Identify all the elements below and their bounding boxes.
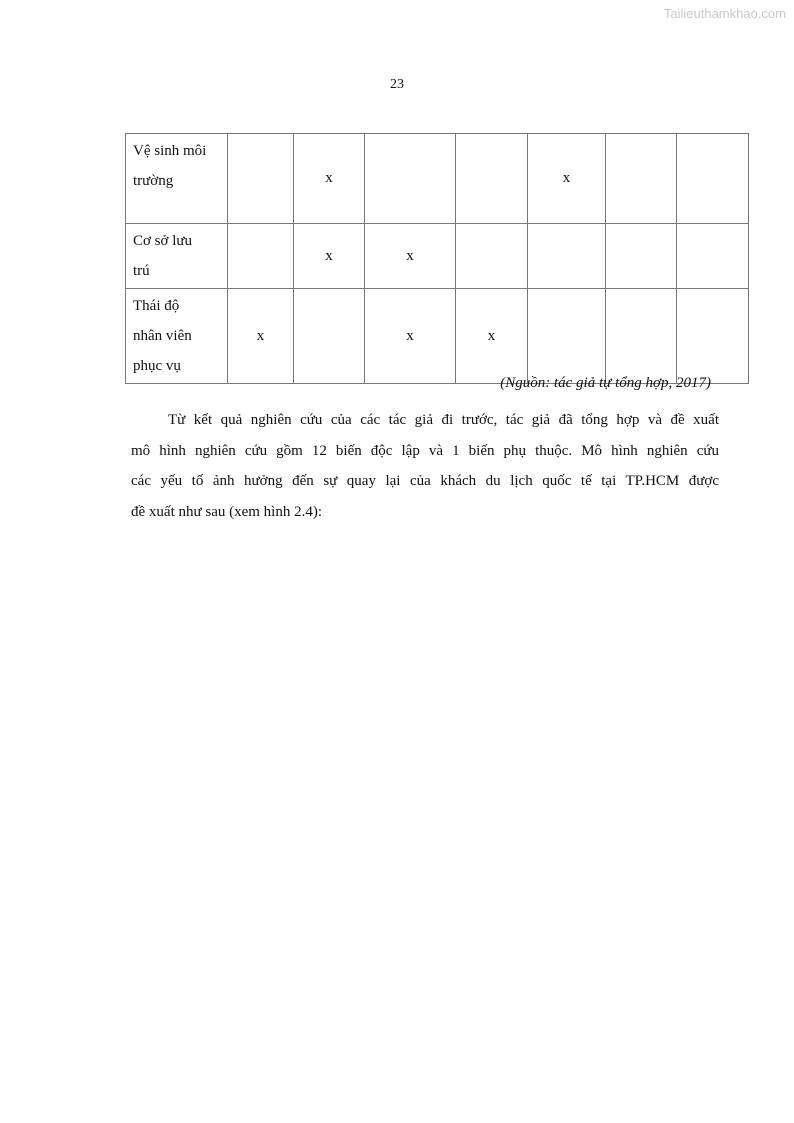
row-label-line: Cơ sở lưu: [133, 233, 193, 249]
row-label-line: nhân viên: [133, 328, 192, 344]
row-label: [126, 224, 228, 289]
table-cell: [677, 224, 749, 289]
table-cell: x: [294, 224, 365, 289]
table-cell: x: [528, 134, 606, 224]
paragraph-line: Từ kết quả nghiên cứu của các tác giả đi trước, tác giả đã tổng hợp và đề xuất: [168, 412, 719, 428]
table-cell: [677, 134, 749, 224]
watermark: Tailieuthamkhao.com: [663, 6, 786, 21]
row-label: [126, 134, 228, 224]
table-row: [126, 224, 749, 289]
body-paragraph: [131, 405, 719, 528]
table-cell: [606, 224, 677, 289]
table-cell: [528, 224, 606, 289]
table-cell: x: [228, 289, 294, 384]
table-cell: [456, 224, 528, 289]
table-cell: [528, 289, 606, 384]
row-label-line: phục vụ: [133, 358, 181, 374]
row-label: [126, 289, 228, 384]
table-row: [126, 134, 749, 224]
table-cell: [606, 134, 677, 224]
table-cell: [365, 134, 456, 224]
row-label-line: trú: [133, 263, 150, 279]
comparison-table: [125, 133, 749, 384]
table-cell: [456, 134, 528, 224]
table-cell: [228, 224, 294, 289]
paragraph-line: các yếu tố ảnh hưởng đến sự quay lại của khách du lịch quốc tế tại TP.HCM được: [131, 473, 719, 490]
table-cell: x: [365, 289, 456, 384]
table-cell: x: [365, 224, 456, 289]
table-cell: [677, 289, 749, 384]
row-label-line: Thái độ: [133, 298, 180, 314]
table-cell: [228, 134, 294, 224]
table-cell: [294, 289, 365, 384]
table-cell: x: [456, 289, 528, 384]
table-cell: [606, 289, 677, 384]
paragraph-line: đề xuất như sau (xem hình 2.4):: [131, 504, 323, 521]
table-source-note: (Nguồn: tác giả tự tổng hợp, 2017): [500, 375, 711, 391]
table-cell: x: [294, 134, 365, 224]
page-number: 23: [390, 77, 404, 92]
paragraph-line: mô hình nghiên cứu gồm 12 biến độc lập và 1 biến phụ thuộc. Mô hình nghiên cứu: [131, 442, 719, 459]
row-label-line: Vệ sinh môi: [133, 143, 207, 159]
row-label-line: trường: [133, 173, 174, 189]
table-row: [126, 289, 749, 384]
